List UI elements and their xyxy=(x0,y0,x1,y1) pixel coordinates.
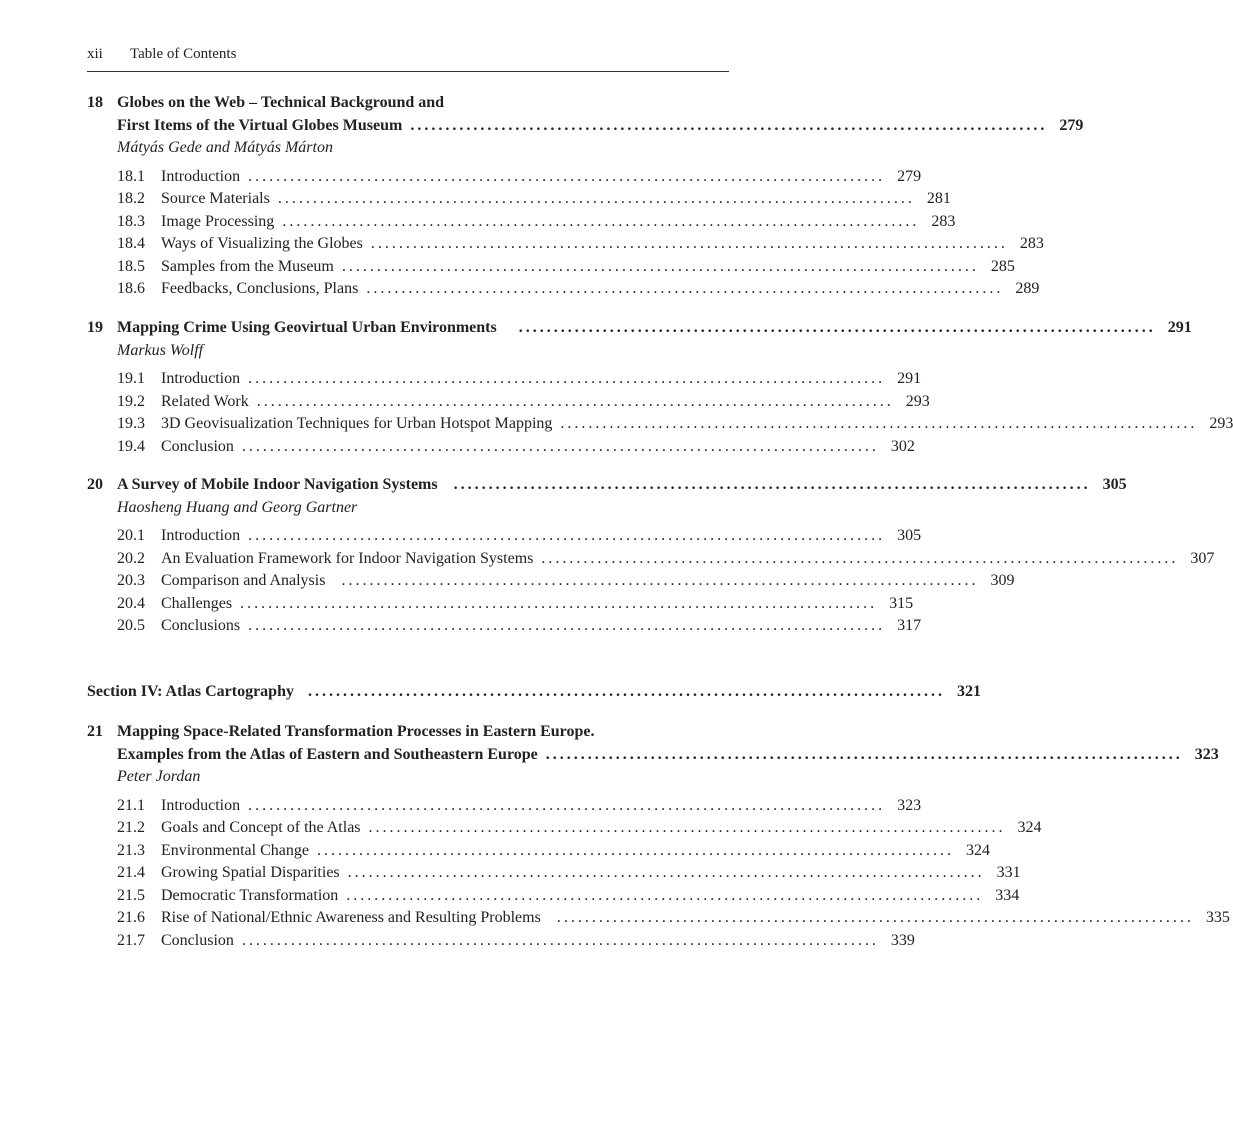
toc-entry[interactable]: 21.3 Environmental Change ........................................................................................... 324 xyxy=(117,841,990,859)
toc-entry[interactable]: 20.1 Introduction ........................................................................................... 305 xyxy=(117,527,922,544)
section-entry[interactable]: Section IV: Atlas Cartography ........................................................................................... 321 xyxy=(87,681,729,704)
toc-entry[interactable]: 20.4 Challenges ........................................................................................... 315 xyxy=(117,594,914,612)
toc-entry[interactable]: 19.3 3D Geovisualization Techniques for Urban Hotspot Mapping ........................................................................................... 293 xyxy=(117,415,1233,432)
toc-entry[interactable]: 21.4 Growing Spatial Disparities ........................................................................................... 331 xyxy=(117,864,1021,881)
toc-entry[interactable]: 18.4 Ways of Visualizing the Globes ........................................................................................... 283 xyxy=(117,235,1044,252)
page-number: 305 xyxy=(1102,476,1127,493)
chapter-title: Mapping Crime Using Geovirtual Urban Environments xyxy=(117,319,497,336)
chapter-number: 20 xyxy=(87,476,103,493)
section-list xyxy=(87,795,1230,953)
toc-entry[interactable]: 18.6 Feedbacks, Conclusions, Plans ........................................................................................... 289 xyxy=(117,280,1040,297)
page-number: 279 xyxy=(1059,116,1084,134)
toc-entry[interactable]: 19.1 Introduction ........................................................................................... 291 xyxy=(117,370,922,387)
chapter-title-cont: Examples from the Atlas of Eastern and Southeastern Europe xyxy=(117,745,538,763)
page-folio: xii xyxy=(87,46,103,62)
chapter-19 xyxy=(87,317,1233,458)
chapter-entry[interactable]: Examples from the Atlas of Eastern and Southeastern Europe ........................................................................................... 323 xyxy=(117,744,729,767)
part-section-iv xyxy=(87,681,981,704)
chapter-authors: Mátyás Gede and Mátyás Márton xyxy=(117,139,333,156)
chapter-title: Mapping Space-Related Transformation Processes in Eastern Europe. xyxy=(117,723,595,740)
section-list xyxy=(87,525,1215,638)
toc-entry[interactable]: 20.3 Comparison and Analysis ........................................................................................... 309 xyxy=(117,572,1015,589)
chapter-title-cont: First Items of the Virtual Globes Museum xyxy=(117,116,403,134)
chapter-entry[interactable]: Mapping Crime Using Geovirtual Urban Environments ........................................................................................... 291 xyxy=(117,317,729,340)
page-number: 291 xyxy=(1167,319,1192,336)
chapter-20 xyxy=(87,474,1215,638)
toc-entry[interactable]: 21.6 Rise of National/Ethnic Awareness and Resulting Problems ........................................................................................... 335 xyxy=(117,909,1230,926)
section-list xyxy=(87,368,1233,458)
chapter-title: A Survey of Mobile Indoor Navigation Systems xyxy=(117,476,438,493)
chapter-authors: Peter Jordan xyxy=(117,768,201,785)
header-rule xyxy=(87,71,729,72)
chapter-authors: Haosheng Huang and Georg Gartner xyxy=(117,498,358,516)
chapter-title: Globes on the Web – Technical Background and xyxy=(117,94,445,111)
chapter-18 xyxy=(87,92,1084,301)
chapter-entry[interactable]: First Items of the Virtual Globes Museum ........................................................................................... 279 xyxy=(117,115,729,138)
toc-entry[interactable]: 19.2 Related Work ........................................................................................... 293 xyxy=(117,392,930,410)
toc-entry[interactable]: 19.4 Conclusion ........................................................................................... 302 xyxy=(117,437,915,455)
toc-entry[interactable]: 18.1 Introduction ........................................................................................... 279 xyxy=(117,167,922,185)
toc-entry[interactable]: 21.5 Democratic Transformation ........................................................................................... 334 xyxy=(117,886,1020,904)
toc-entry[interactable]: 18.2 Source Materials ........................................................................................... 281 xyxy=(117,190,951,207)
chapter-number: 21 xyxy=(87,723,103,740)
toc-entry[interactable]: 20.2 An Evaluation Framework for Indoor Navigation Systems ........................................................................................... 307 xyxy=(117,549,1215,567)
toc-entry[interactable]: 20.5 Conclusions ........................................................................................... 317 xyxy=(117,617,922,634)
toc-entry[interactable]: 21.7 Conclusion ........................................................................................... 339 xyxy=(117,931,915,949)
toc-entry[interactable]: 21.1 Introduction ........................................................................................... 323 xyxy=(117,796,922,814)
toc-entry[interactable]: 18.3 Image Processing ........................................................................................... 283 xyxy=(117,212,956,230)
section-list xyxy=(87,166,1044,301)
page-number: 323 xyxy=(1194,745,1219,763)
chapter-authors: Markus Wolff xyxy=(117,341,204,359)
toc-entry[interactable]: 21.2 Goals and Concept of the Atlas ........................................................................................... 324 xyxy=(117,819,1042,836)
section-title: Section IV: Atlas Cartography xyxy=(87,683,294,700)
chapter-21 xyxy=(87,721,1230,952)
chapter-entry[interactable]: A Survey of Mobile Indoor Navigation Systems ........................................................................................... 305 xyxy=(117,474,729,497)
running-title: Table of Contents xyxy=(130,46,237,62)
chapter-number: 18 xyxy=(87,94,103,111)
running-head xyxy=(87,45,729,63)
toc-entry[interactable]: 18.5 Samples from the Museum ........................................................................................... 285 xyxy=(117,257,1015,275)
page-number: 321 xyxy=(956,683,981,700)
chapter-number: 19 xyxy=(87,319,103,336)
